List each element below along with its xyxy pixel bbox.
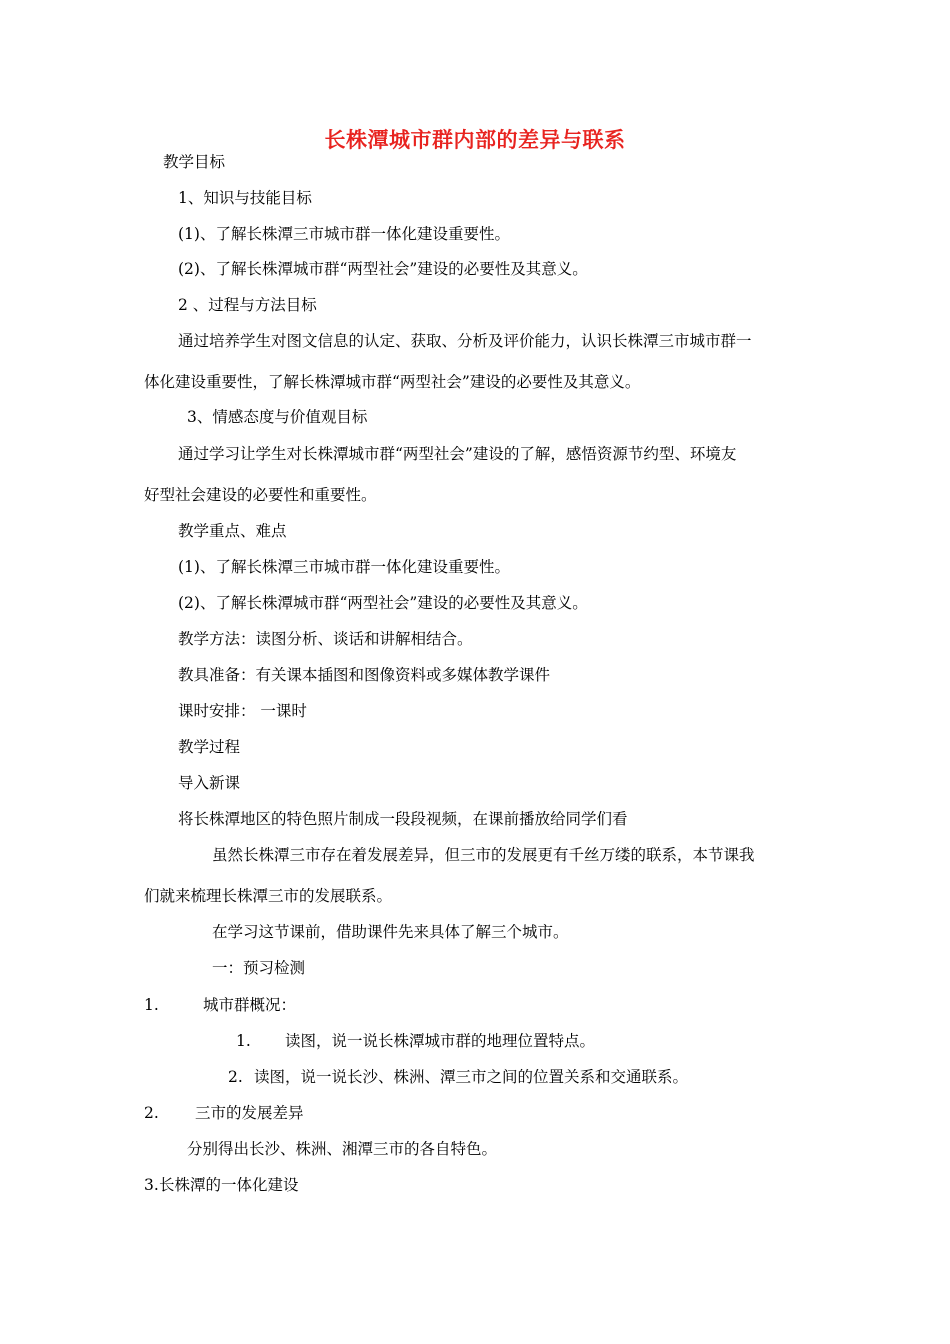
section-heading: 教学过程 [178,738,241,756]
list-item-number: 2. [228,1068,243,1086]
section-heading: 教学重点、难点 [178,522,287,540]
subsection-heading: 2 、过程与方法目标 [178,296,317,314]
paragraph: 们就来梳理长株潭三市的发展联系。 [144,887,393,905]
list-item: 三市的发展差异 [195,1104,304,1122]
list-item: 分别得出长沙、株洲、湘潭三市的各自特色。 [187,1140,498,1158]
list-item: 城市群概况： [203,996,297,1014]
list-item: 长株潭的一体化建设 [159,1176,299,1194]
list-item-number: 1. [144,996,159,1014]
list-item: 读图，说一说长沙、株洲、潭三市之间的位置关系和交通联系。 [254,1068,689,1086]
list-item-number: 1. [236,1032,251,1050]
paragraph: 教学方法：读图分析、谈话和讲解相结合。 [178,630,473,648]
paragraph: (1)、了解长株潭三市城市群一体化建设重要性。 [178,225,510,243]
paragraph: (2)、了解长株潭城市群“两型社会”建设的必要性及其意义。 [178,594,588,612]
list-item-number: 3. [144,1176,159,1194]
paragraph: 将长株潭地区的特色照片制成一段段视频，在课前播放给同学们看 [178,810,628,828]
paragraph: 好型社会建设的必要性和重要性。 [144,486,377,504]
list-item-number: 2. [144,1104,159,1122]
paragraph: 通过学习让学生对长株潭城市群“两型社会”建设的了解，感悟资源节约型、环境友 [178,445,737,463]
paragraph: 在学习这节课前，借助课件先来具体了解三个城市。 [212,923,569,941]
paragraph: 通过培养学生对图文信息的认定、获取、分析及评价能力，认识长株潭三市城市群一 [178,332,752,350]
paragraph: 课时安排： 一课时 [178,702,307,720]
paragraph: (1)、了解长株潭三市城市群一体化建设重要性。 [178,558,510,576]
section-heading: 一：预习检测 [212,959,306,977]
subsection-heading: 1、知识与技能目标 [178,189,312,207]
paragraph: 教具准备：有关课本插图和图像资料或多媒体教学课件 [178,666,551,684]
section-heading: 教学目标 [163,153,226,171]
subsection-heading: 3、情感态度与价值观目标 [187,408,368,426]
list-item: 读图，说一说长株潭城市群的地理位置特点。 [285,1032,596,1050]
paragraph: 虽然长株潭三市存在着发展差异，但三市的发展更有千丝万缕的联系，本节课我 [212,846,755,864]
paragraph: (2)、了解长株潭城市群“两型社会”建设的必要性及其意义。 [178,260,588,278]
paragraph: 体化建设重要性，了解长株潭城市群“两型社会”建设的必要性及其意义。 [144,373,641,391]
section-heading: 导入新课 [178,774,241,792]
document-title: 长株潭城市群内部的差异与联系 [324,128,626,152]
